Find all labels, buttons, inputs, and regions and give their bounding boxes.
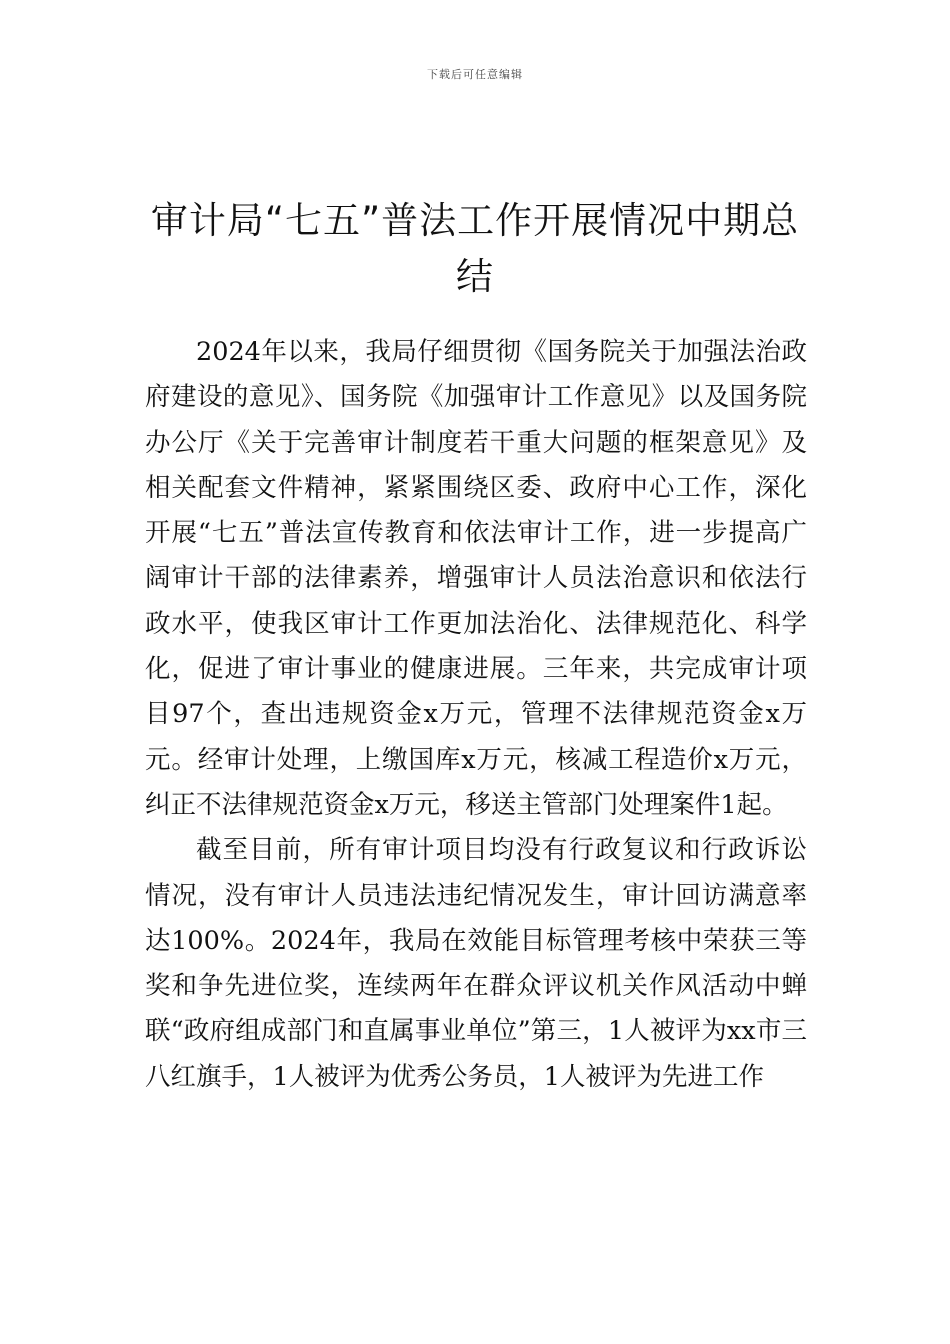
paragraph: 2024年以来，我局仔细贯彻《国务院关于加强法治政府建设的意见》、国务院《加强审计工作意见》以及国务院办公厅《关于完善审计制度若干重大问题的框架意见》及相关配套文件精神，紧紧围绕区委、政府中心工作，深化开展“七五”普法宣传教育和依法审计工作，进一步提高广阔审计干部的法律素养，增强审计人员法治意识和依法行政水平，使我区审计工作更加法治化、法律规范化、科学化，促进了审计事业的健康进展。三年来，共完成审计项目97个，查出违规资金x万元，管理不法律规范资金x万元。经审计处理，上缴国库x万元，核减工程造价x万元，纠正不法律规范资金x万元，移送主管部门处理案件1起。 — [145, 337, 807, 820]
header-note: 下载后可任意编辑 — [427, 68, 523, 81]
document-body — [145, 330, 807, 1100]
paragraph: 截至目前，所有审计项目均没有行政复议和行政诉讼情况，没有审计人员违法违纪情况发生，审计回访满意率达100%。2024年，我局在效能目标管理考核中荣获三等奖和争先进位奖，连续两年在群众评议机关作风活动中蝉联“政府组成部门和直属事业单位”第三，1人被评为xx市三八红旗手，1人被评为优秀公务员，1人被评为先进工作 — [145, 835, 807, 1092]
document-title: 审计局“七五”普法工作开展情况中期总结 — [150, 198, 800, 298]
